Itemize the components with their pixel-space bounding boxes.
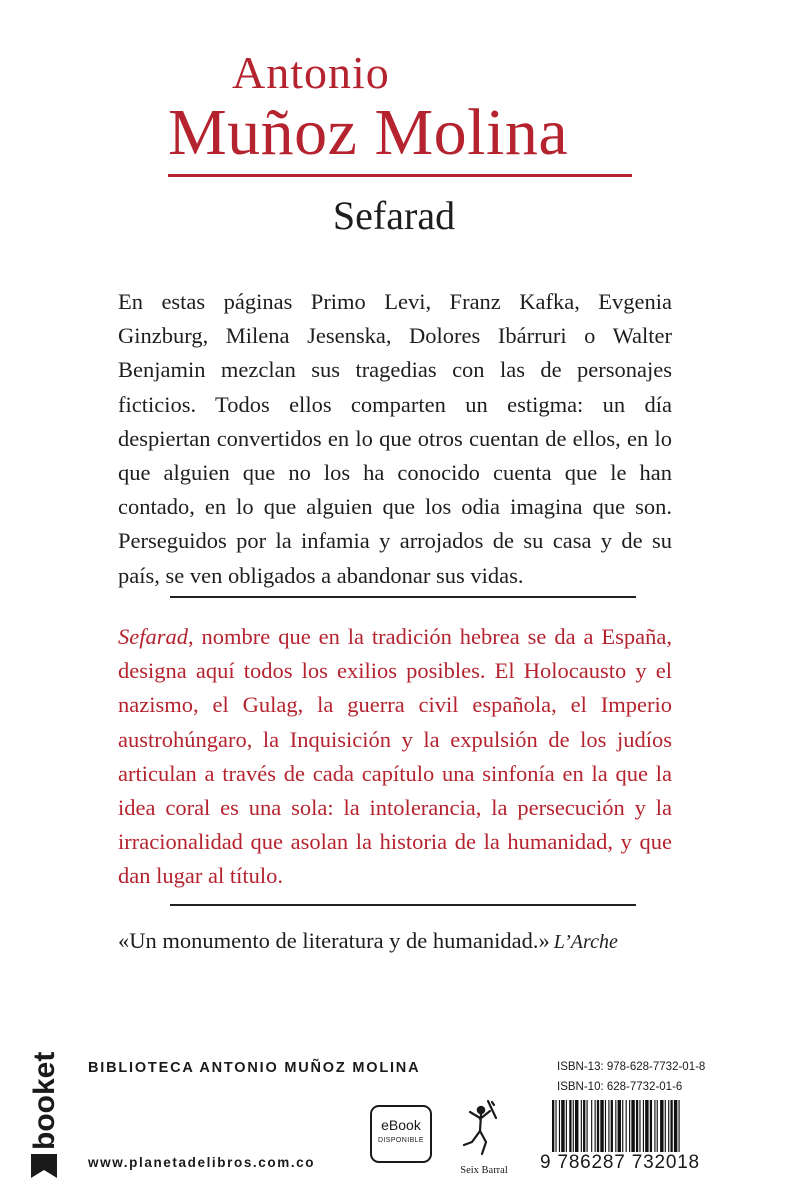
barcode-bar [631,1100,634,1152]
barcode-bar [552,1100,554,1152]
barcode-bar [618,1100,621,1152]
synopsis-paragraph-1: En estas páginas Primo Levi, Franz Kafka, Evgenia Ginzburg, Milena Jesenska, Dolores Ibárruri o Walter Benjamin mezclan sus tragedias con las de personajes ficticios. Todos ellos comparten un estigma: un día despiertan convertidos en lo que otros cuentan de ellos, en lo que alguien que no los ha conocido cuenta que le han contado, en lo que alguien que los odia imagina que son. Perseguidos por la infamia y arrojados de su casa y de su país, se ven obligados a abandonar sus vidas. [118,289,672,588]
paragraph-2-title-italic: Sefarad [118,624,188,649]
seix-barral-logo-icon [456,1098,510,1160]
barcode-bar [591,1100,592,1152]
barcode-bar [670,1100,672,1152]
divider-1 [170,596,636,598]
barcode-bar [629,1100,630,1152]
barcode-bar [566,1100,567,1152]
barcode-bar [674,1100,677,1152]
author-first-name: Antonio [232,47,390,98]
barcode-bar [581,1100,582,1152]
barcode-bar [587,1100,588,1152]
barcode-bar [615,1100,616,1152]
synopsis-paragraph-2 [118,620,672,894]
barcode-bar [668,1100,669,1152]
barcode-bar [654,1100,655,1152]
website-url: www.planetadelibros.com.co [88,1155,316,1170]
barcode-bar [573,1100,574,1152]
barcode [552,1100,728,1158]
ebook-badge [370,1105,432,1163]
barcode-bar [605,1100,606,1152]
barcode-bar [569,1100,571,1152]
review-source: L’Arche [553,931,618,953]
ebook-badge-label: eBook [381,1117,421,1133]
book-title: Sefarad [332,193,456,238]
ebook-badge-sublabel: DISPONIBLE [377,1137,424,1144]
barcode-bar [611,1100,613,1152]
collection-name: BIBLIOTECA ANTONIO MUÑOZ MOLINA [88,1060,421,1076]
publisher-name: Seix Barral [460,1165,508,1176]
booket-logo-text: booket [28,1051,61,1150]
barcode-bar [597,1100,599,1152]
barcode-bar [645,1100,648,1152]
isbn-10: ISBN-10: 628-7732-01-6 [557,1081,683,1093]
barcode-bar [679,1100,680,1152]
author-last-name: Muñoz Molina [168,96,569,169]
barcode-bar [575,1100,578,1152]
barcode-digits: 9 786287 732018 [540,1152,700,1173]
barcode-bar [660,1100,663,1152]
paragraph-2-text: , nombre que en la tradición hebrea se da a España, designa aquí todos los exilios posibles. El Holocausto y el nazismo, el Gulag, la guerra civil española, el Imperio austrohúngaro, la Inquisición y la expulsión de los judíos articulan a través de cada capítulo una sinfonía en la que la idea coral es una sola: la intolerancia, la persecución y la irracionalidad que asolan la historia de la humanidad, y que dan lugar al título. [118,624,672,889]
barcode-bar [583,1100,585,1152]
barcode-bar [608,1100,609,1152]
barcode-bar [595,1100,596,1152]
barcode-bar [622,1100,623,1152]
barcode-bar [639,1100,640,1152]
review-quote [118,926,718,957]
barcode-bar [555,1100,556,1152]
barcode-bar [650,1100,652,1152]
booket-logo-flag [31,1154,57,1178]
barcode-bar [665,1100,666,1152]
booket-logo [26,1050,62,1178]
author-underline [168,174,632,177]
divider-2 [170,904,636,906]
barcode-bar [626,1100,627,1152]
barcode-bar [657,1100,658,1152]
barcode-bar [643,1100,644,1152]
isbn-13: ISBN-13: 978-628-7732-01-8 [557,1061,706,1073]
barcode-bar [559,1100,560,1152]
barcode-bar [600,1100,603,1152]
barcode-bar [636,1100,638,1152]
review-text: «Un monumento de literatura y de humanidad.» [118,928,550,953]
barcode-bar [561,1100,564,1152]
